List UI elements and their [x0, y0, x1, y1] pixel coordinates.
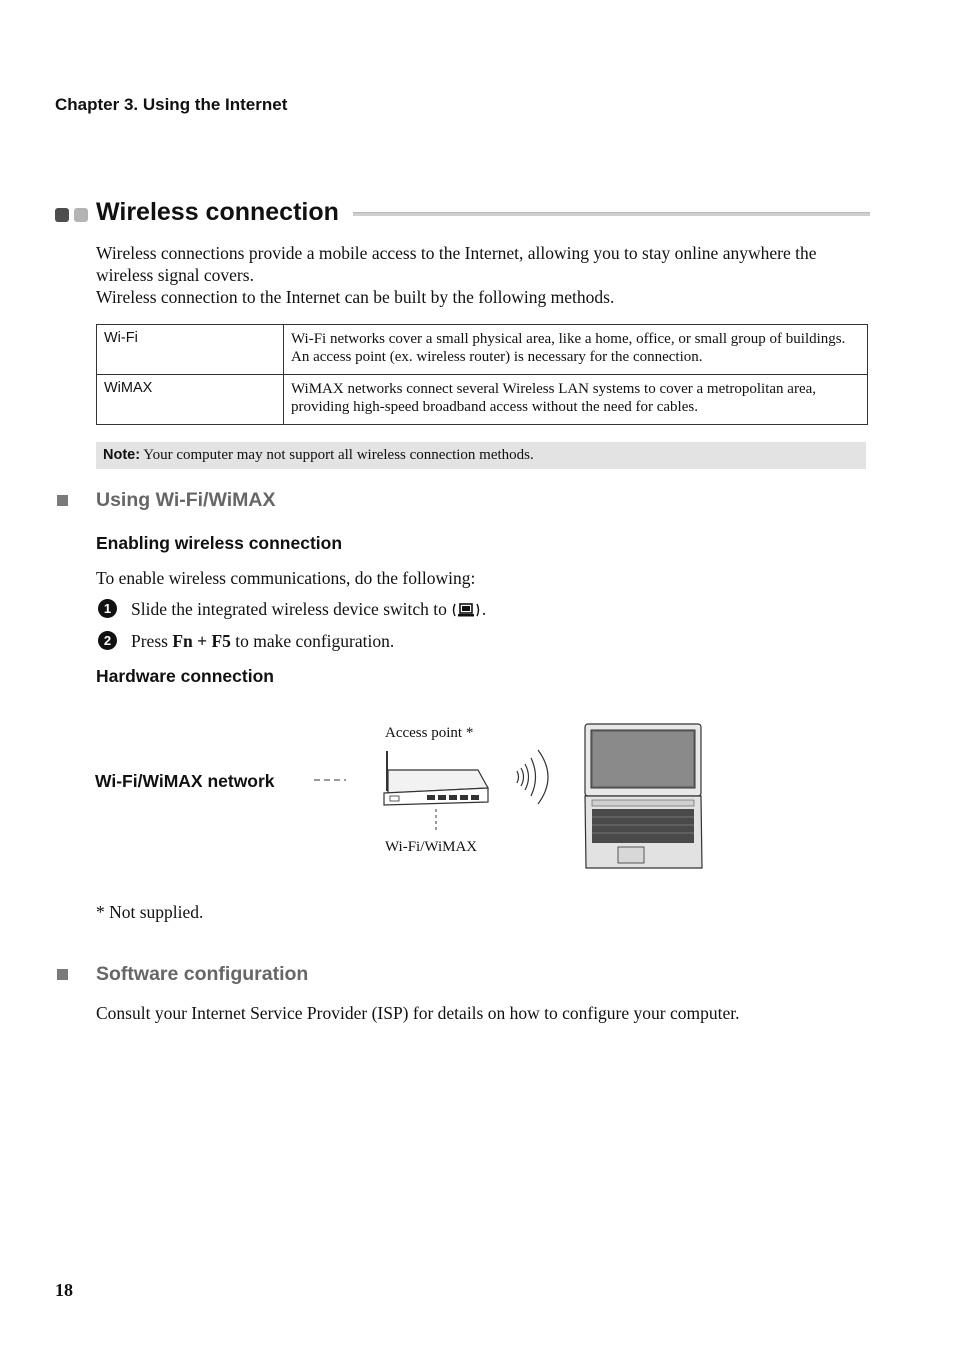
access-point-icon [384, 751, 488, 805]
access-point-label: Access point * [385, 725, 474, 741]
hardware-diagram [310, 715, 710, 875]
note-label: Note: [103, 447, 141, 463]
step-text-before: Slide the integrated wireless device switch to [131, 599, 447, 619]
step-text-after: . [481, 599, 487, 619]
section-rule [353, 212, 870, 216]
heading-square-light-icon [74, 208, 88, 222]
laptop-icon [585, 724, 702, 868]
square-bullet-icon [57, 495, 68, 506]
table-row [97, 325, 868, 375]
hardware-heading: Hardware connection [96, 666, 274, 686]
chapter-header: Chapter 3. Using the Internet [55, 95, 288, 114]
note-text: Your computer may not support all wireless connection methods. [143, 447, 534, 463]
enabling-intro: To enable wireless communications, do the following: [96, 568, 476, 588]
step-text [131, 630, 394, 652]
software-paragraph: Consult your Internet Service Provider (ISP) for details on how to configure your computer. [96, 1003, 740, 1023]
page-number: 18 [55, 1280, 73, 1300]
step-text-after: to make configuration. [235, 631, 395, 651]
enabling-heading: Enabling wireless connection [96, 533, 343, 553]
intro-line: Wireless connections provide a mobile access to the Internet, allowing you to stay online anywhere the wireless signal covers. [96, 243, 817, 285]
subsection-title: Software configuration [96, 963, 309, 985]
intro-paragraph [96, 242, 856, 308]
subsection-title: Using Wi-Fi/WiMAX [96, 489, 276, 511]
section-title: Wireless connection [96, 198, 339, 226]
step-text-before: Press [131, 631, 168, 651]
methods-table [96, 324, 868, 425]
method-term: WiMAX [97, 375, 284, 425]
wireless-signal-icon [517, 750, 548, 804]
method-description: WiMAX networks connect several Wireless LAN systems to cover a metropolitan area, providing high-speed broadband access without the need for cables. [284, 375, 868, 425]
wifi-wimax-label: Wi-Fi/WiMAX [385, 839, 478, 855]
step-text [131, 598, 486, 620]
note-box [96, 442, 866, 469]
square-bullet-icon [57, 969, 68, 980]
intro-line: Wireless connection to the Internet can be built by the following methods. [96, 287, 615, 307]
network-label: Wi-Fi/WiMAX network [95, 771, 275, 791]
wireless-switch-icon [451, 601, 481, 619]
method-term: Wi-Fi [97, 325, 284, 375]
table-row [97, 375, 868, 425]
footnote: * Not supplied. [96, 902, 204, 922]
heading-square-dark-icon [55, 208, 69, 222]
step-number-badge: 2 [98, 631, 117, 650]
step-number-badge: 1 [98, 599, 117, 618]
key-combination: Fn + F5 [172, 631, 231, 651]
method-description: Wi-Fi networks cover a small physical area, like a home, office, or small group of buildings. An access point (ex. wireless router) is necessary for the connection. [284, 325, 868, 375]
section-heading [55, 198, 870, 230]
